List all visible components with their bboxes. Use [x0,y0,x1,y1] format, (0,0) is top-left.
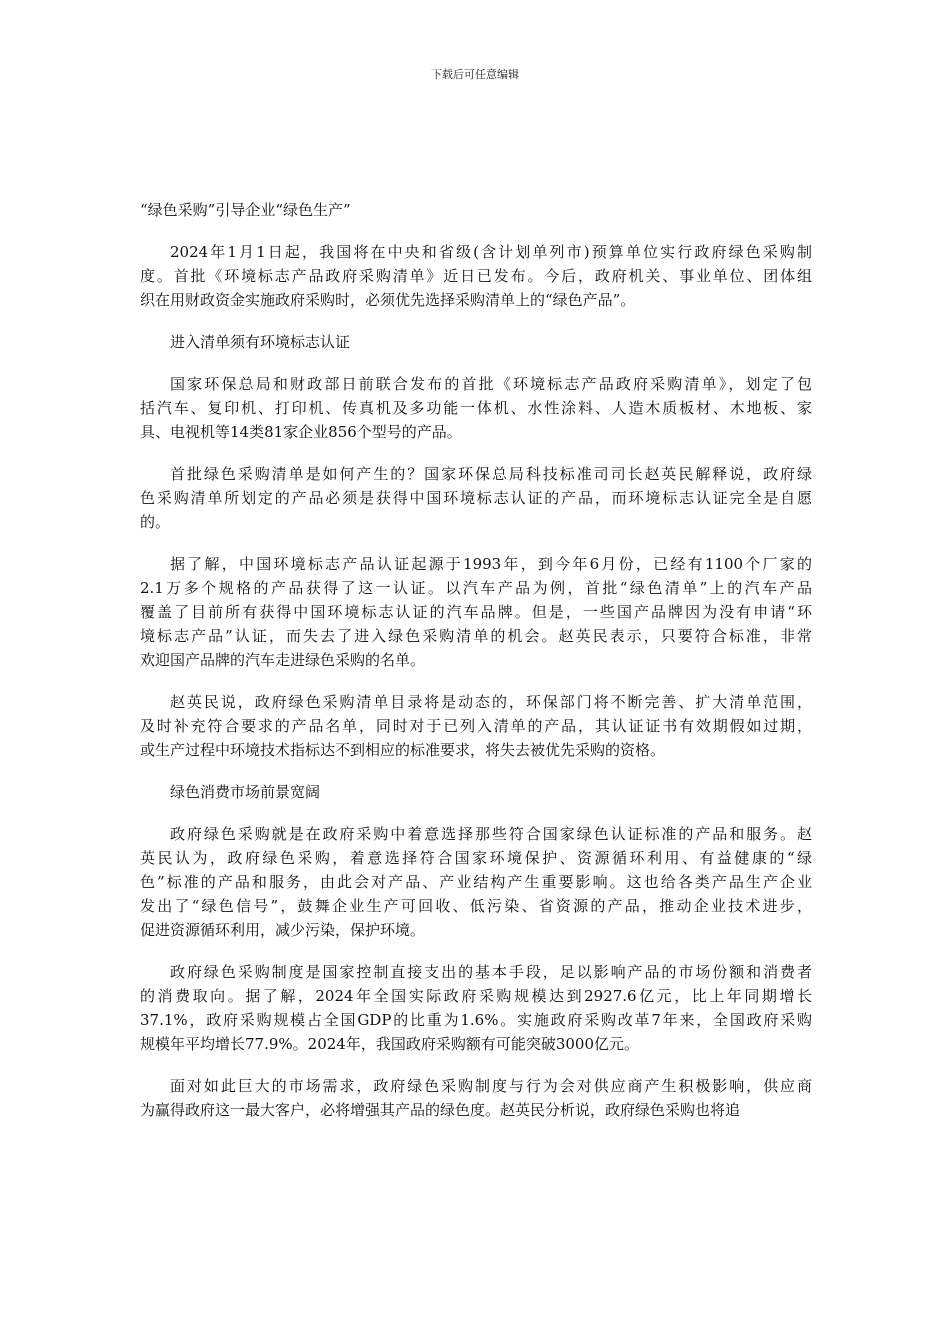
paragraph [140,552,812,672]
paragraph-line: 织在用财政资金实施政府采购时，必须优先选择采购清单上的“绿色产品”。 [140,291,636,309]
header-note: 下载后可任意编辑 [431,68,519,81]
paragraph-line: 或生产过程中环境技术指标达不到相应的标准要求，将失去被优先采购的资格。 [140,741,666,759]
paragraph-line: 英民认为，政府绿色采购，着意选择符合国家环境保护、资源循环利用、有益健康的“绿 [140,849,812,867]
paragraph [140,1074,812,1122]
paragraph-line: 为赢得政府这一最大客户，必将增强其产品的绿色度。赵英民分析说，政府绿色采购也将追 [140,1101,741,1119]
paragraph-line: 2.1万多个规格的产品获得了这一认证。以汽车产品为例，首批“绿色清单”上的汽车产品 [140,579,812,597]
paragraph-line: 面对如此巨大的市场需求，政府绿色采购制度与行为会对供应商产生积极影响，供应商 [170,1077,812,1095]
article-body [140,198,812,1140]
paragraph-line: 国家环保总局和财政部日前联合发布的首批《环境标志产品政府采购清单》，划定了包 [170,375,812,393]
paragraph-line: 欢迎国产品牌的汽车走进绿色采购的名单。 [140,651,426,669]
paragraph-line: 的消费取向。据了解，2024年全国实际政府采购规模达到2927.6亿元，比上年同期增长 [140,987,812,1005]
article-title: “绿色采购”引导企业“绿色生产” [140,201,351,219]
paragraph-line: 覆盖了目前所有获得中国环境标志认证的汽车品牌。但是，一些国产品牌因为没有申请“环 [140,603,812,621]
paragraph-line: 政府绿色采购制度是国家控制直接支出的基本手段，足以影响产品的市场份额和消费者 [170,963,812,981]
paragraph-line: 促进资源循环利用，减少污染，保护环境。 [140,921,426,939]
paragraph-line: 首批绿色采购清单是如何产生的？国家环保总局科技标准司司长赵英民解释说，政府绿 [170,465,812,483]
paragraph [140,462,812,534]
paragraph-line: 境标志产品”认证，而失去了进入绿色采购清单的机会。赵英民表示，只要符合标准，非常 [140,627,812,645]
paragraph-line: 括汽车、复印机、打印机、传真机及多功能一体机、水性涂料、人造木质板材、木地板、家 [140,399,812,417]
paragraph-line: 具、电视机等14类81家企业856个型号的产品。 [140,423,462,441]
paragraph-line: 的。 [140,513,171,531]
paragraph-line: 据了解，中国环境标志产品认证起源于1993年，到今年6月份，已经有1100个厂家的 [170,555,812,573]
article-blocks [140,240,812,1122]
paragraph-line: 赵英民说，政府绿色采购清单目录将是动态的，环保部门将不断完善、扩大清单范围， [170,693,812,711]
paragraph [140,960,812,1056]
paragraph-line: 度。首批《环境标志产品政府采购清单》近日已发布。今后，政府机关、事业单位、团体组 [140,267,812,285]
paragraph-line: 色”标准的产品和服务，由此会对产品、产业结构产生重要影响。这也给各类产品生产企业 [140,873,812,891]
paragraph-line: 及时补充符合要求的产品名单，同时对于已列入清单的产品，其认证证书有效期假如过期， [140,717,812,735]
section-heading: 绿色消费市场前景宽阔 [170,783,321,801]
paragraph [140,372,812,444]
paragraph-line: 发出了“绿色信号”，鼓舞企业生产可回收、低污染、省资源的产品，推动企业技术进步， [140,897,812,915]
paragraph-line: 2024年1月1日起，我国将在中央和省级(含计划单列市)预算单位实行政府绿色采购制 [170,243,812,261]
paragraph [140,822,812,942]
paragraph-line: 37.1%，政府采购规模占全国GDP的比重为1.6%。实施政府采购改革7年来，全国政府采购 [140,1011,812,1029]
paragraph [140,690,812,762]
paragraph [140,240,812,312]
paragraph-line: 色采购清单所划定的产品必须是获得中国环境标志认证的产品，而环境标志认证完全是自愿 [140,489,812,507]
paragraph-line: 政府绿色采购就是在政府采购中着意选择那些符合国家绿色认证标准的产品和服务。赵 [170,825,812,843]
paragraph-line: 规模年平均增长77.9%。2024年，我国政府采购额有可能突破3000亿元。 [140,1035,640,1053]
section-heading: 进入清单须有环境标志认证 [170,333,351,351]
